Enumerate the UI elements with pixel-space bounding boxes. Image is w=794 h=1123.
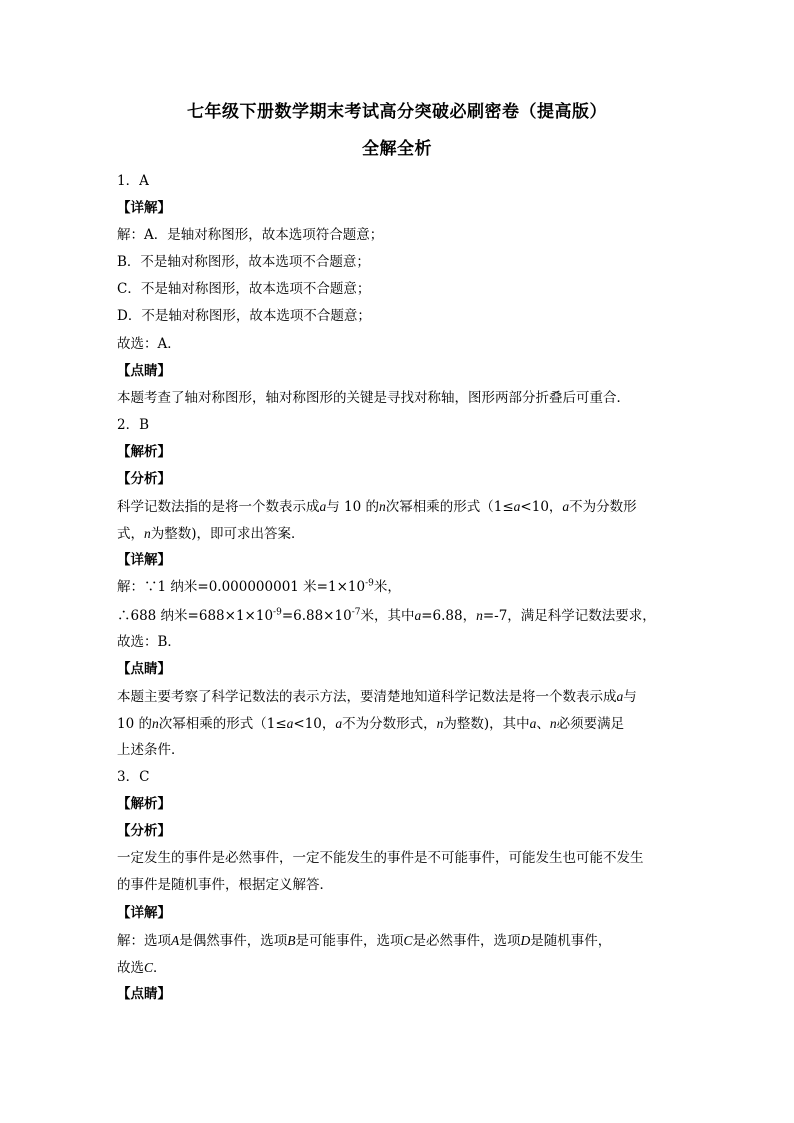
q3-comment-tag: 【点睛】 xyxy=(117,985,171,1002)
text-run: 10 的 xyxy=(117,715,152,732)
text-run: 米，其中 xyxy=(360,607,415,624)
var-n: n xyxy=(379,499,386,515)
text-run: ∴688 纳米=688×1×10 xyxy=(117,607,274,624)
var-n: n xyxy=(151,715,159,731)
q2-comment-line-2 xyxy=(117,710,677,737)
var-A: A xyxy=(171,932,180,948)
q2-answer: 2．B xyxy=(117,416,150,433)
q1-detail-tag: 【详解】 xyxy=(117,200,171,217)
q2-comment-line-3: 上述条件． xyxy=(117,741,185,758)
var-C: C xyxy=(144,959,154,975)
text-run: =-7，满足科学记数法要求， xyxy=(482,607,656,624)
text-run: 必须要满足 xyxy=(556,715,625,732)
q1-comment-tag: 【点睛】 xyxy=(117,362,171,379)
text-run: 不为分数形 xyxy=(569,499,637,516)
var-a: a xyxy=(616,688,624,704)
q1-line-3: C．不是轴对称图形，故本选项不合题意； xyxy=(117,281,371,298)
q1-line-1: 解：A．是轴对称图形，故本选项符合题意； xyxy=(117,227,384,244)
text-run: =6.88， xyxy=(421,607,477,624)
text-run: 科学记数法指的是将一个数表示成 xyxy=(117,499,320,516)
q3-analysis-line-2: 的事件是随机事件，根据定义解答． xyxy=(117,877,333,894)
q2-analysis-line-2 xyxy=(117,520,677,547)
exponent: -9 xyxy=(273,607,282,617)
q1-choose: 故选：A． xyxy=(117,335,181,352)
q2-analyze-tag: 【分析】 xyxy=(117,471,171,488)
q3-analyze-tag: 【分析】 xyxy=(117,823,171,840)
var-a: a xyxy=(319,499,327,515)
q3-analysis-line-1: 一定发生的事件是必然事件，一定不能发生的事件是不可能事件，可能发生也可能不发生 xyxy=(117,850,644,867)
q2-detail-line-1 xyxy=(117,574,677,601)
q3-detail-line-2 xyxy=(117,954,677,981)
text-run: 为整数)，其中 xyxy=(443,715,530,732)
document-subtitle: 全解全析 xyxy=(362,139,432,159)
var-a: a xyxy=(529,715,537,731)
text-run: 解：选项 xyxy=(117,932,171,949)
text-run: 解：∵1 纳米=0.000000001 米=1×10 xyxy=(117,579,366,596)
q2-detail-line-2 xyxy=(117,602,677,629)
text-run: 是必然事件，选项 xyxy=(412,932,521,949)
document-title: 七年级下册数学期末考试高分突破必刷密卷（提高版） xyxy=(187,102,607,122)
var-D: D xyxy=(520,932,531,948)
var-n: n xyxy=(476,607,483,623)
text-run: 、 xyxy=(536,715,550,732)
var-a: a xyxy=(414,607,422,623)
text-run: 为整数)，即可求出答案． xyxy=(150,526,305,543)
q1-line-4: D．不是轴对称图形，故本选项不合题意； xyxy=(117,308,371,325)
text-run: 不为分数形式， xyxy=(342,715,437,732)
q2-comment-line-1 xyxy=(117,683,677,710)
solutions-body xyxy=(117,168,677,1008)
text-run: 米， xyxy=(373,579,401,596)
text-run: 故选 xyxy=(117,959,144,976)
q2-choose: 故选：B． xyxy=(117,633,181,650)
var-n: n xyxy=(144,526,151,542)
q2-analysis-line-1 xyxy=(117,493,677,520)
q1-answer: 1．A xyxy=(117,173,149,189)
q2-detail-tag: 【详解】 xyxy=(117,552,171,569)
q1-line-2: B．不是轴对称图形，故本选项不合题意； xyxy=(117,254,370,271)
text-run: <10， xyxy=(293,715,336,732)
exponent: -7 xyxy=(351,607,361,617)
text-run: ． xyxy=(153,959,167,976)
q2-comment-tag: 【点睛】 xyxy=(117,660,171,677)
q3-detail-line-1 xyxy=(117,927,677,954)
var-a: a xyxy=(286,715,294,731)
q3-detail-tag: 【详解】 xyxy=(117,904,171,921)
text-run: 次幂相乘的形式（1≤ xyxy=(158,715,287,732)
text-run: 本题主要考察了科学记数法的表示方法，要清楚地知道科学记数法是将一个数表示成 xyxy=(117,688,617,705)
text-run: 是偶然事件，选项 xyxy=(179,932,288,949)
text-run: 与 10 的 xyxy=(326,499,380,516)
text-run: 次幂相乘的形式（1≤ xyxy=(385,499,514,516)
text-run: <10， xyxy=(520,499,563,516)
q3-analysis-tag: 【解析】 xyxy=(117,796,171,813)
text-run: 是可能事件，选项 xyxy=(295,932,404,949)
var-B: B xyxy=(287,932,296,948)
var-a: a xyxy=(562,499,570,515)
text-run: 与 xyxy=(623,688,637,705)
text-run: 是随机事件， xyxy=(530,932,612,949)
exponent: -9 xyxy=(365,578,374,589)
q2-analysis-tag: 【解析】 xyxy=(117,443,171,460)
text-run: 式， xyxy=(117,526,144,543)
text-run: =6.88×10 xyxy=(281,607,352,624)
q1-comment: 本题考查了轴对称图形，轴对称图形的关键是寻找对称轴，图形两部分折叠后可重合． xyxy=(117,389,630,406)
q3-answer: 3．C xyxy=(117,769,150,786)
var-a: a xyxy=(335,715,343,731)
var-n: n xyxy=(549,715,557,731)
var-a: a xyxy=(513,499,521,515)
var-C: C xyxy=(403,932,413,948)
var-n: n xyxy=(436,715,444,731)
